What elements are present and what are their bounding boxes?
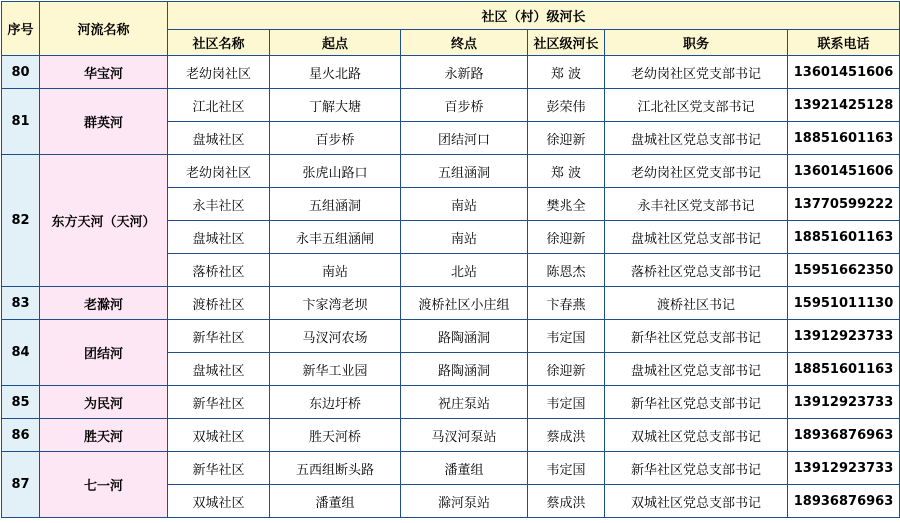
start-point-cell: 五组涵洞 <box>270 188 401 221</box>
chief-name-cell: 韦定国 <box>528 320 605 353</box>
community-cell: 新华社区 <box>168 320 270 353</box>
row-index: 87 <box>2 452 40 518</box>
chief-name-cell: 韦定国 <box>528 452 605 485</box>
phone-cell: 13912923733 <box>788 386 900 419</box>
start-point-cell: 潘董组 <box>270 485 401 518</box>
phone-cell: 18851601163 <box>788 353 900 386</box>
community-cell: 盘城社区 <box>168 122 270 155</box>
row-index: 86 <box>2 419 40 452</box>
river-name-cell: 群英河 <box>40 89 168 155</box>
start-point-cell: 百步桥 <box>270 122 401 155</box>
community-cell: 盘城社区 <box>168 353 270 386</box>
header-position: 职务 <box>605 30 788 56</box>
start-point-cell: 新华工业园 <box>270 353 401 386</box>
community-cell: 江北社区 <box>168 89 270 122</box>
position-cell: 新华社区党总支部书记 <box>605 320 788 353</box>
position-cell: 新华社区党总支部书记 <box>605 386 788 419</box>
community-cell: 老幼岗社区 <box>168 56 270 89</box>
header-index: 序号 <box>2 2 40 56</box>
table-row <box>2 287 900 320</box>
phone-cell: 18851601163 <box>788 122 900 155</box>
river-name-cell: 华宝河 <box>40 56 168 89</box>
chief-name-cell: 郑 波 <box>528 155 605 188</box>
table-row <box>2 89 900 122</box>
end-point-cell: 北站 <box>401 254 528 287</box>
start-point-cell: 南站 <box>270 254 401 287</box>
chief-name-cell: 郑 波 <box>528 56 605 89</box>
chief-name-cell: 徐迎新 <box>528 122 605 155</box>
table-row <box>2 320 900 353</box>
phone-cell: 18936876963 <box>788 485 900 518</box>
community-cell: 渡桥社区 <box>168 287 270 320</box>
community-cell: 落桥社区 <box>168 254 270 287</box>
phone-cell: 13921425128 <box>788 89 900 122</box>
end-point-cell: 永新路 <box>401 56 528 89</box>
position-cell: 新华社区党总支部书记 <box>605 452 788 485</box>
table-row <box>2 386 900 419</box>
river-name-cell: 老滁河 <box>40 287 168 320</box>
phone-cell: 18936876963 <box>788 419 900 452</box>
chief-name-cell: 韦定国 <box>528 386 605 419</box>
position-cell: 老幼岗社区党支部书记 <box>605 56 788 89</box>
start-point-cell: 永丰五组涵闸 <box>270 221 401 254</box>
river-name-cell: 胜天河 <box>40 419 168 452</box>
river-name-cell: 东方天河（天河） <box>40 155 168 287</box>
end-point-cell: 马汊河泵站 <box>401 419 528 452</box>
phone-cell: 13912923733 <box>788 320 900 353</box>
phone-cell: 13912923733 <box>788 452 900 485</box>
end-point-cell: 五组涵洞 <box>401 155 528 188</box>
phone-cell: 18851601163 <box>788 221 900 254</box>
row-index: 83 <box>2 287 40 320</box>
end-point-cell: 滁河泵站 <box>401 485 528 518</box>
phone-cell: 13601451606 <box>788 56 900 89</box>
table-row <box>2 155 900 188</box>
position-cell: 落桥社区党总支部书记 <box>605 254 788 287</box>
start-point-cell: 卞家湾老坝 <box>270 287 401 320</box>
phone-cell: 15951662350 <box>788 254 900 287</box>
river-name-cell: 团结河 <box>40 320 168 386</box>
phone-cell: 15951011130 <box>788 287 900 320</box>
position-cell: 盘城社区党总支部书记 <box>605 353 788 386</box>
end-point-cell: 路陶涵洞 <box>401 320 528 353</box>
phone-cell: 13770599222 <box>788 188 900 221</box>
start-point-cell: 丁解大塘 <box>270 89 401 122</box>
position-cell: 盘城社区党总支部书记 <box>605 122 788 155</box>
river-name-cell: 为民河 <box>40 386 168 419</box>
start-point-cell: 胜天河桥 <box>270 419 401 452</box>
header-phone: 联系电话 <box>788 30 900 56</box>
table-row <box>2 452 900 485</box>
end-point-cell: 渡桥社区小庄组 <box>401 287 528 320</box>
chief-name-cell: 彭荣伟 <box>528 89 605 122</box>
river-chief-table <box>1 1 900 518</box>
row-index: 85 <box>2 386 40 419</box>
header-chief: 社区级河长 <box>528 30 605 56</box>
phone-cell: 13601451606 <box>788 155 900 188</box>
position-cell: 渡桥社区书记 <box>605 287 788 320</box>
river-name-cell: 七一河 <box>40 452 168 518</box>
end-point-cell: 南站 <box>401 188 528 221</box>
header-end: 终点 <box>401 30 528 56</box>
community-cell: 老幼岗社区 <box>168 155 270 188</box>
start-point-cell: 马汊河农场 <box>270 320 401 353</box>
end-point-cell: 潘董组 <box>401 452 528 485</box>
row-index: 80 <box>2 56 40 89</box>
end-point-cell: 团结河口 <box>401 122 528 155</box>
header-river-name: 河流名称 <box>40 2 168 56</box>
header-community-group: 社区（村）级河长 <box>168 2 900 30</box>
start-point-cell: 五西组断头路 <box>270 452 401 485</box>
position-cell: 永丰社区党支部书记 <box>605 188 788 221</box>
chief-name-cell: 蔡成洪 <box>528 485 605 518</box>
start-point-cell: 张虎山路口 <box>270 155 401 188</box>
row-index: 84 <box>2 320 40 386</box>
community-cell: 双城社区 <box>168 419 270 452</box>
end-point-cell: 南站 <box>401 221 528 254</box>
row-index: 81 <box>2 89 40 155</box>
end-point-cell: 路陶涵洞 <box>401 353 528 386</box>
row-index: 82 <box>2 155 40 287</box>
position-cell: 老幼岗社区党支部书记 <box>605 155 788 188</box>
start-point-cell: 东边圩桥 <box>270 386 401 419</box>
start-point-cell: 星火北路 <box>270 56 401 89</box>
end-point-cell: 祝庄泵站 <box>401 386 528 419</box>
table-body <box>2 56 900 518</box>
chief-name-cell: 蔡成洪 <box>528 419 605 452</box>
chief-name-cell: 陈恩杰 <box>528 254 605 287</box>
community-cell: 新华社区 <box>168 452 270 485</box>
community-cell: 盘城社区 <box>168 221 270 254</box>
table-row <box>2 56 900 89</box>
table-row <box>2 419 900 452</box>
chief-name-cell: 徐迎新 <box>528 221 605 254</box>
end-point-cell: 百步桥 <box>401 89 528 122</box>
header-community: 社区名称 <box>168 30 270 56</box>
position-cell: 双城社区党总支部书记 <box>605 419 788 452</box>
position-cell: 双城社区党总支部书记 <box>605 485 788 518</box>
chief-name-cell: 徐迎新 <box>528 353 605 386</box>
header-start: 起点 <box>270 30 401 56</box>
position-cell: 江北社区党支部书记 <box>605 89 788 122</box>
chief-name-cell: 卞春燕 <box>528 287 605 320</box>
community-cell: 双城社区 <box>168 485 270 518</box>
community-cell: 永丰社区 <box>168 188 270 221</box>
community-cell: 新华社区 <box>168 386 270 419</box>
chief-name-cell: 樊兆全 <box>528 188 605 221</box>
position-cell: 盘城社区党总支部书记 <box>605 221 788 254</box>
